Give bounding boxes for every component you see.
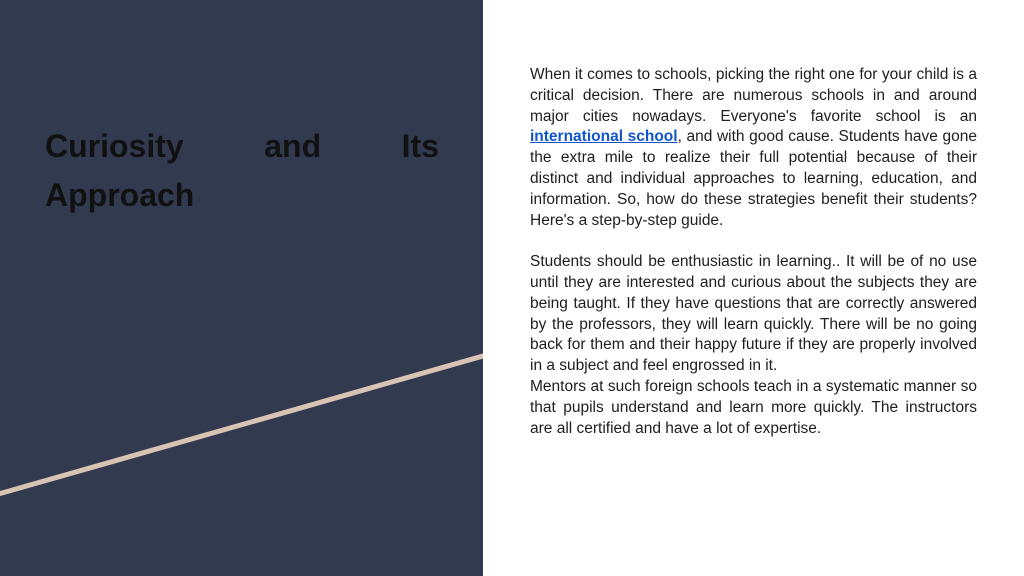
title-word-3: Its [401,128,439,164]
diagonal-line [0,0,483,576]
left-panel [0,0,483,576]
title-word-2: and [264,128,322,164]
paragraph-mentors: Mentors at such foreign schools teach in a systematic manner so that pupils understand and learn more quickly. The instructors are all certified and have a lot of expertise. [530,377,977,437]
paragraph-curiosity: Students should be enthusiastic in learning.. It will be of no use until they are interested and curious about the subjects they are being taught. If they have questions that are correctly answered by the professors, they will learn quickly. There will be no going back for them and their happy future if they are properly involved in a subject and feel engrossed in it. [530,253,977,375]
paragraph-intro-after-link: , and with good cause. Students have gone the extra mile to realize their full potential because of their distinct and individual approaches to learning, education, and information. So, how do these strategies benefit their students? Here's a step-by-step guide. [530,128,977,229]
article-body [530,65,977,439]
title-word-1: Curiosity [45,128,184,164]
title-word-4: Approach [45,177,195,213]
international-school-link[interactable]: international school [530,128,678,146]
paragraph-intro [530,65,977,231]
page-title [45,122,439,220]
paragraph-spacer [530,231,977,252]
paragraph-intro-before-link: When it comes to schools, picking the right one for your child is a critical decision. There are numerous schools in and around major cities nowadays. Everyone's favorite school is an [530,66,977,125]
